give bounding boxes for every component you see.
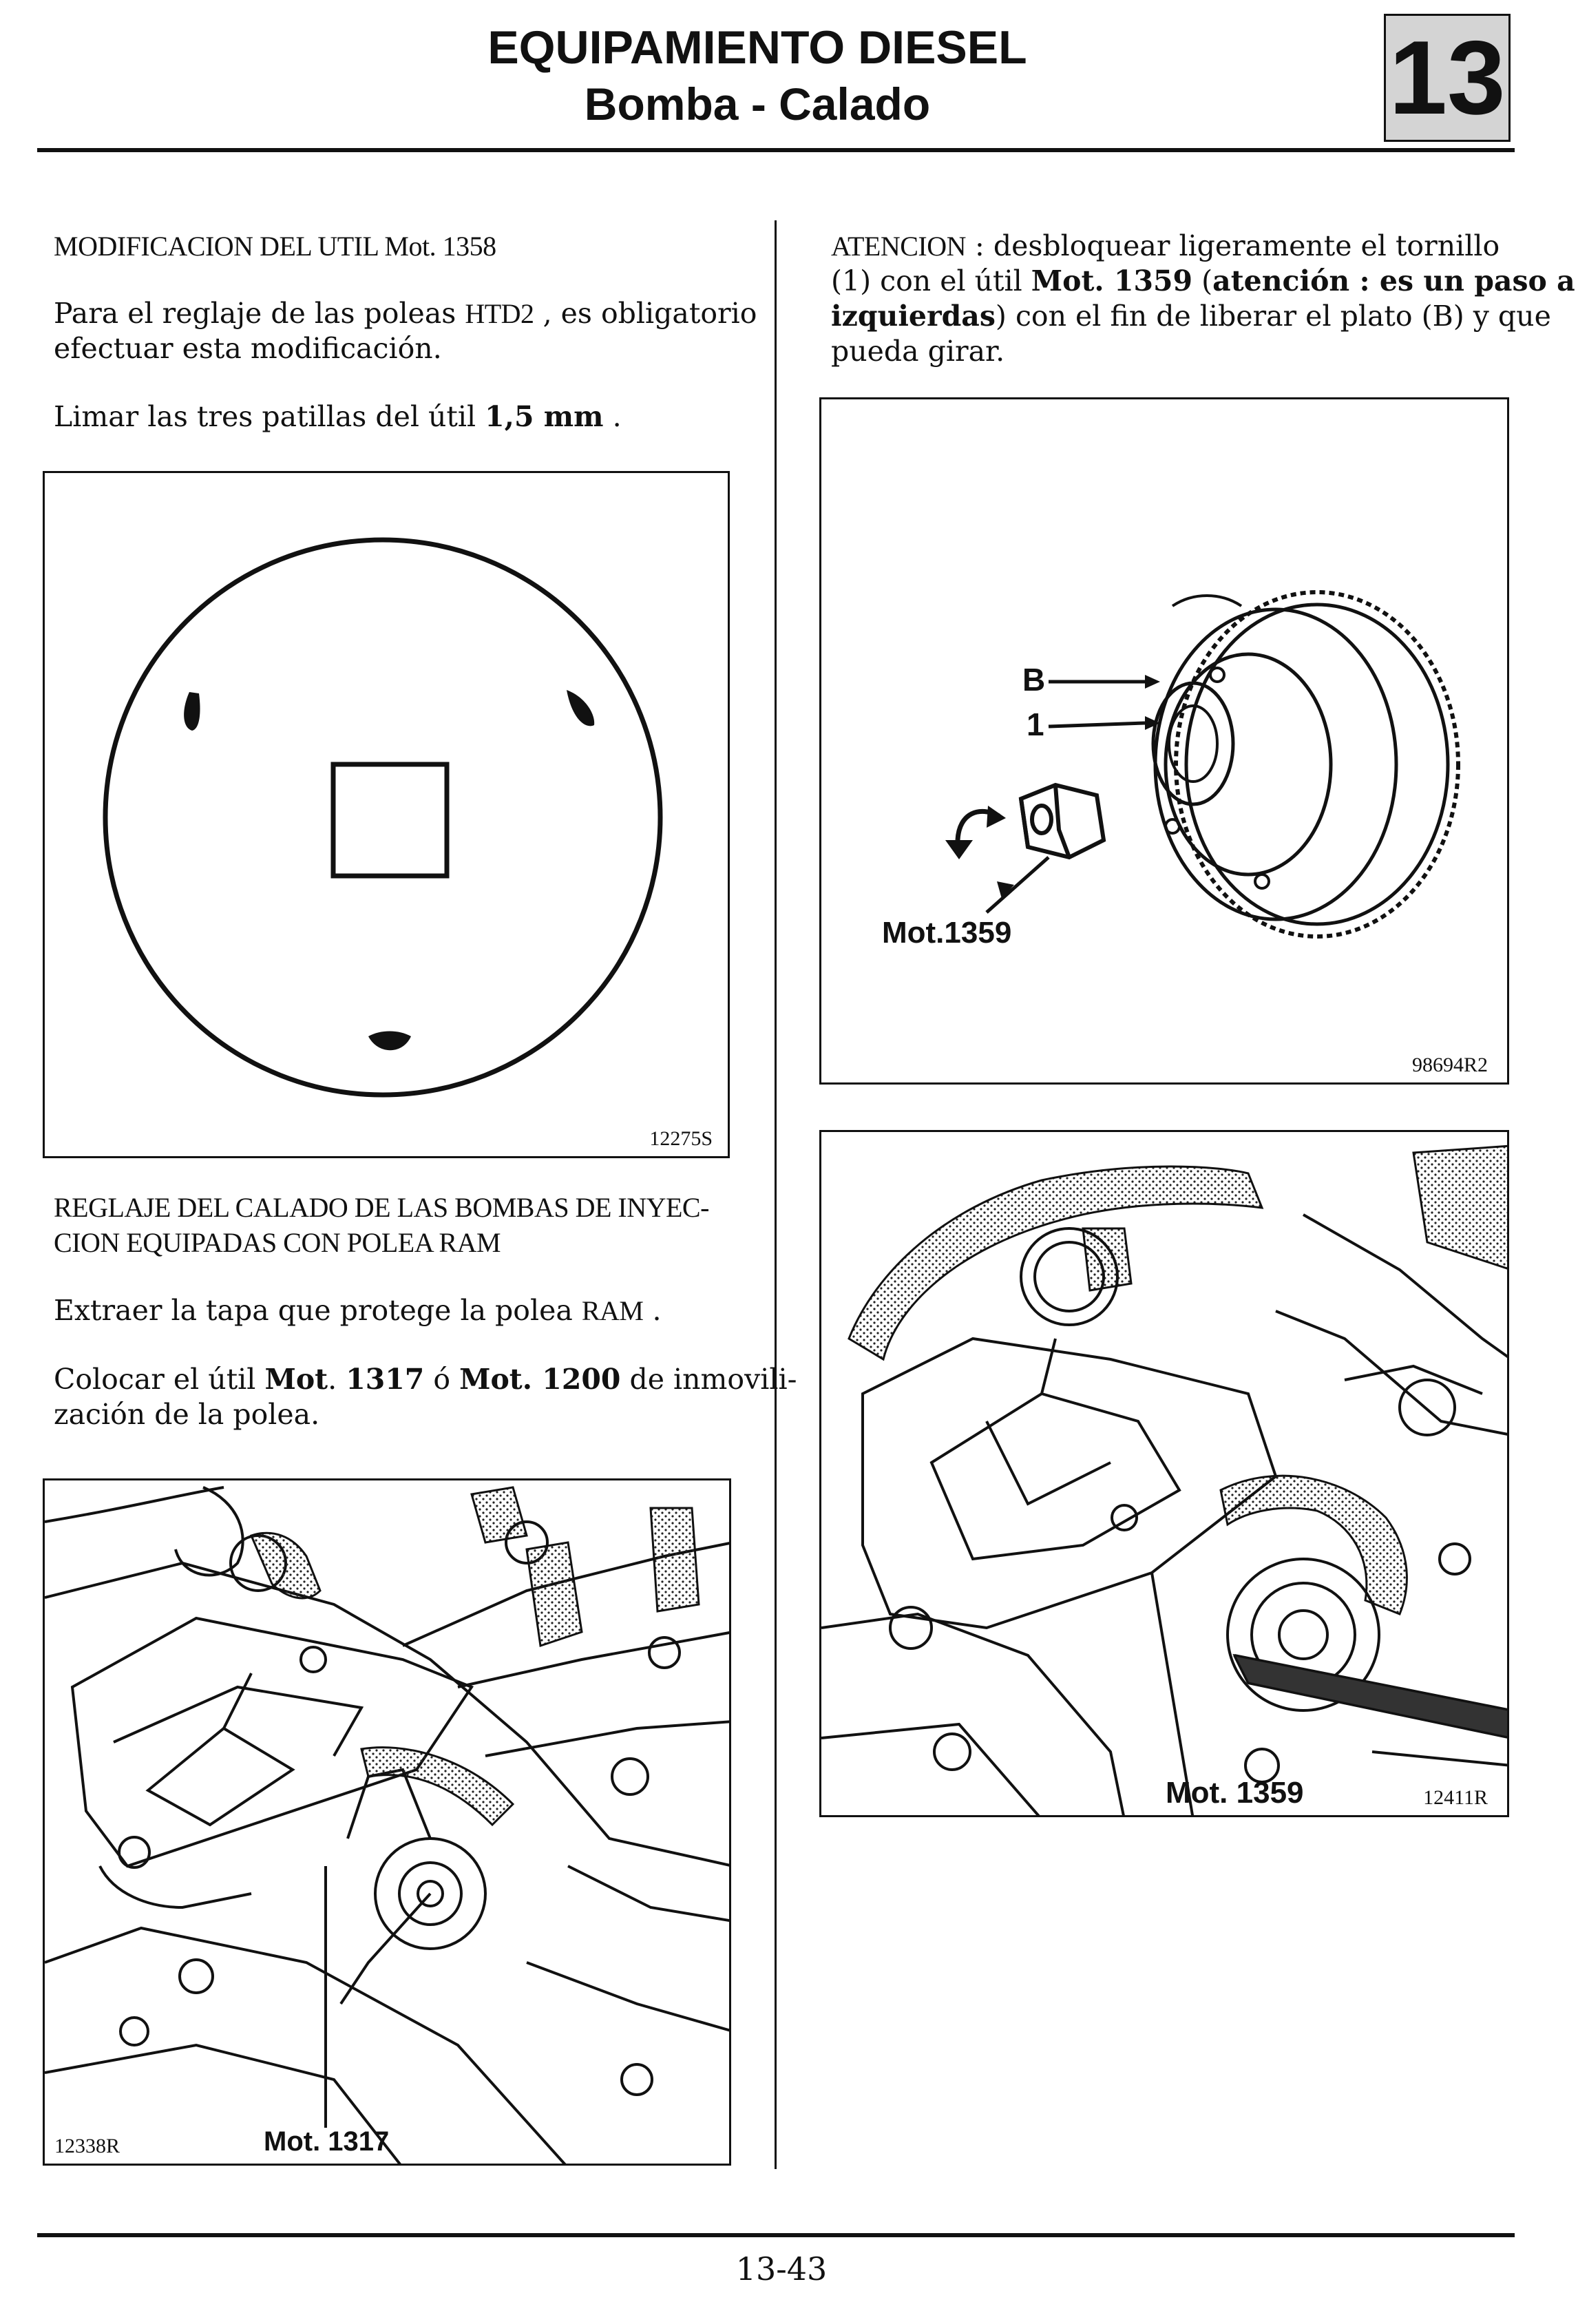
callout-label-b: B <box>1022 662 1046 698</box>
pulley-drawing <box>821 399 1509 1085</box>
paragraph-colocar: Colocar el útil Mot. 1317 ó Mot. 1200 de inmovili- <box>54 1363 797 1396</box>
callout-label-1: 1 <box>1027 706 1044 742</box>
tool-disc-drawing <box>45 473 730 1158</box>
note-atencion-line4: pueda girar. <box>831 335 1005 368</box>
figure-ref-98694r2: 98694R2 <box>1411 1054 1488 1076</box>
note-atencion-line1: ATENCION : desbloquear ligeramente el tornillo <box>831 229 1500 262</box>
section-heading-reglaje-line2: CION EQUIPADAS CON POLEA RAM <box>54 1227 501 1258</box>
note-label-atencion: ATENCION <box>831 231 966 262</box>
section-heading-reglaje: REGLAJE DEL CALADO DE LAS BOMBAS DE INYEC- <box>54 1192 709 1223</box>
paragraph-htd2-line2: efectuar esta modificación. <box>54 332 442 365</box>
figure-tool-disc <box>43 471 730 1158</box>
paragraph-htd2: Para el reglaje de las poleas HTD2 , es obligatorio <box>54 297 757 330</box>
note-atencion-line2: (1) con el útil Mot. 1359 (atención : es un paso a <box>831 264 1575 297</box>
figure-engine-mot1317 <box>43 1478 731 2166</box>
paragraph-limar: Limar las tres patillas del útil 1,5 mm . <box>54 400 622 433</box>
section-heading-modificacion: MODIFICACION DEL UTIL Mot. 1358 <box>54 231 496 262</box>
tool-label-mot1317: Mot. 1317 <box>264 2126 390 2157</box>
figure-pulley-mot1359 <box>819 397 1509 1085</box>
tool-label-mot1359-photo: Mot. 1359 <box>1166 1776 1304 1810</box>
footer-rule <box>37 2233 1515 2237</box>
figure-ref-12275s: 12275S <box>649 1127 713 1150</box>
figure-ref-12338r: 12338R <box>54 2135 120 2157</box>
page-title: EQUIPAMIENTO DIESEL <box>487 21 1027 74</box>
paragraph-extraer: Extraer la tapa que protege la polea RAM . <box>54 1294 662 1327</box>
figure-ref-12411r: 12411R <box>1423 1786 1488 1809</box>
note-atencion-line3: izquierdas) con el fin de liberar el plato (B) y que <box>831 300 1551 333</box>
figure-engine-mot1359 <box>819 1130 1509 1817</box>
chapter-number-badge: 13 <box>1384 14 1511 142</box>
header-rule <box>37 148 1515 152</box>
tool-label-mot1359: Mot.1359 <box>882 916 1012 950</box>
page-number: 13-43 <box>735 2250 828 2288</box>
page-subtitle: Bomba - Calado <box>584 78 931 129</box>
paragraph-colocar-line2: zación de la polea. <box>54 1398 320 1431</box>
engine-drawing-left <box>45 1480 731 2166</box>
column-divider <box>775 220 777 2169</box>
engine-drawing-right <box>821 1132 1509 1817</box>
